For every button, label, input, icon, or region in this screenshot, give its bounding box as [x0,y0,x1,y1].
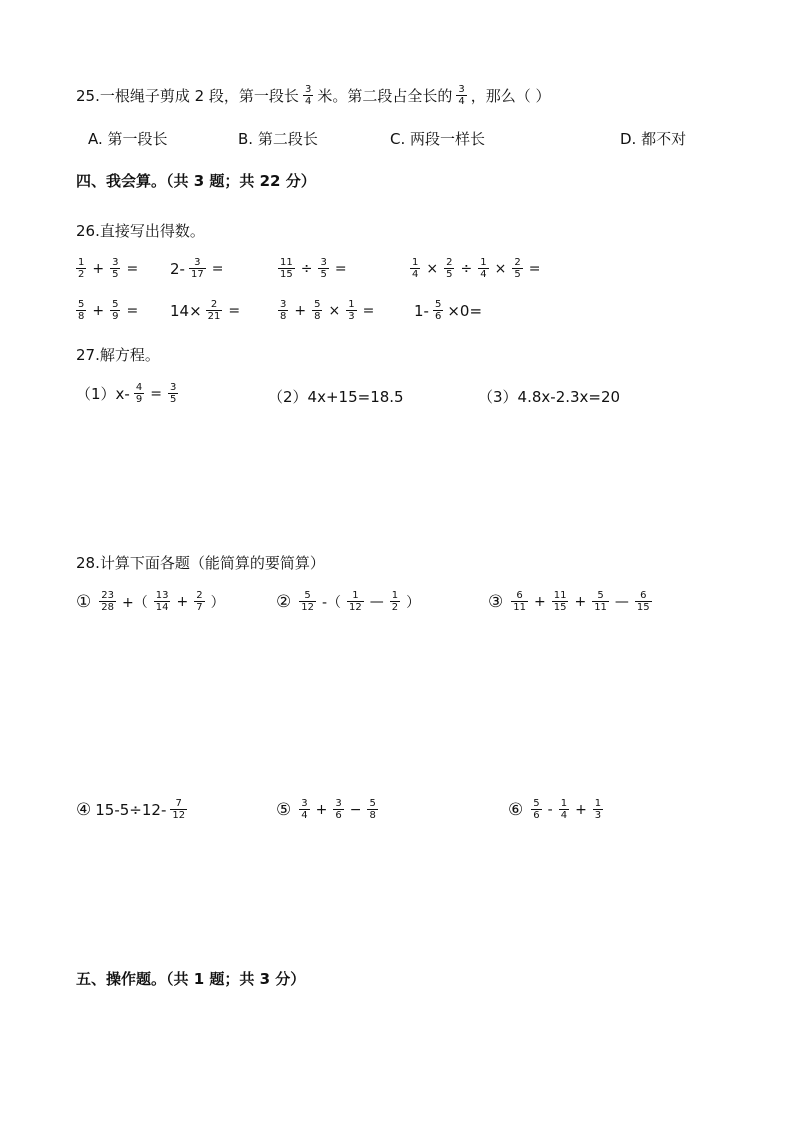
q27-equation-1: （1）x- $\frac{4}{9}$ = $\frac{3}{5}$ [76,382,177,405]
q26-title: 26.直接写出得数。 [76,222,205,240]
q28-problem-5: ⑤ $\frac{3}{4}$ + $\frac{3}{6}$ − $\frac{5}{8}$ [276,798,376,821]
q28-problem-6: ⑥ $\frac{5}{6}$ - $\frac{1}{4}$ + $\frac{1}{3}$ [508,798,602,821]
q25-option-c: C. 两段一样长 [390,130,486,148]
q26-item: 1- $\frac{5}{6}$ ×0= [414,299,483,322]
q28-problem-1: ① $\frac{23}{28}$ +（ $\frac{13}{14}$ + $\frac{2}{7}$ ） [76,590,225,613]
q26-item: $\frac{1}{4}$ × $\frac{2}{5}$ ÷ $\frac{1}{4}$ × $\frac{2}{5}$ = [412,257,541,280]
q28-problem-2: ② $\frac{5}{12}$ -（ $\frac{1}{12}$ — $\frac{1}{2}$ ） [276,590,421,613]
section-heading: 五、操作题。（共 1 题；共 3 分） [76,970,306,988]
q26-item: 2- $\frac{3}{17}$ = [170,257,224,280]
q27-title: 27.解方程。 [76,346,160,364]
section-heading: 四、我会算。（共 3 题；共 22 分） [76,172,316,190]
q26-item: $\frac{11}{15}$ ÷ $\frac{3}{5}$ = [280,257,347,280]
fraction: $\frac{3}{4}$ [458,84,465,107]
q28-title: 28.计算下面各题（能简算的要简算） [76,554,325,572]
q26-item: $\frac{3}{8}$ + $\frac{5}{8}$ × $\frac{1}{3}$ = [280,299,375,322]
fraction: $\frac{3}{4}$ [304,84,312,107]
q26-item: 14× $\frac{2}{21}$ = [170,299,241,322]
q28-problem-3: ③ $\frac{6}{11}$ + $\frac{11}{15}$ + $\frac{5}{11}$ — $\frac{6}{15}$ [488,590,650,613]
q25-stem: 25.一根绳子剪成 2 段，第一段长 $\frac{3}{4}$ 米。第二段占全长的 $\frac{3}{4}$ ，那么（ ） [76,84,551,107]
q25-option-d: D. 都不对 [620,130,687,148]
q25-option-a: A. 第一段长 [88,130,168,148]
q27-equation-3: （3）4.8x-2.3x=20 [478,388,621,406]
q27-equation-2: （2）4x+15=18.5 [268,388,404,406]
q28-problem-4: ④ 15-5÷12- $\frac{7}{12}$ [76,798,186,821]
q26-item: $\frac{5}{8}$ + $\frac{5}{9}$ = [78,299,139,322]
q25-option-b: B. 第二段长 [238,130,318,148]
q26-item: $\frac{1}{2}$ + $\frac{3}{5}$ = [78,257,139,280]
